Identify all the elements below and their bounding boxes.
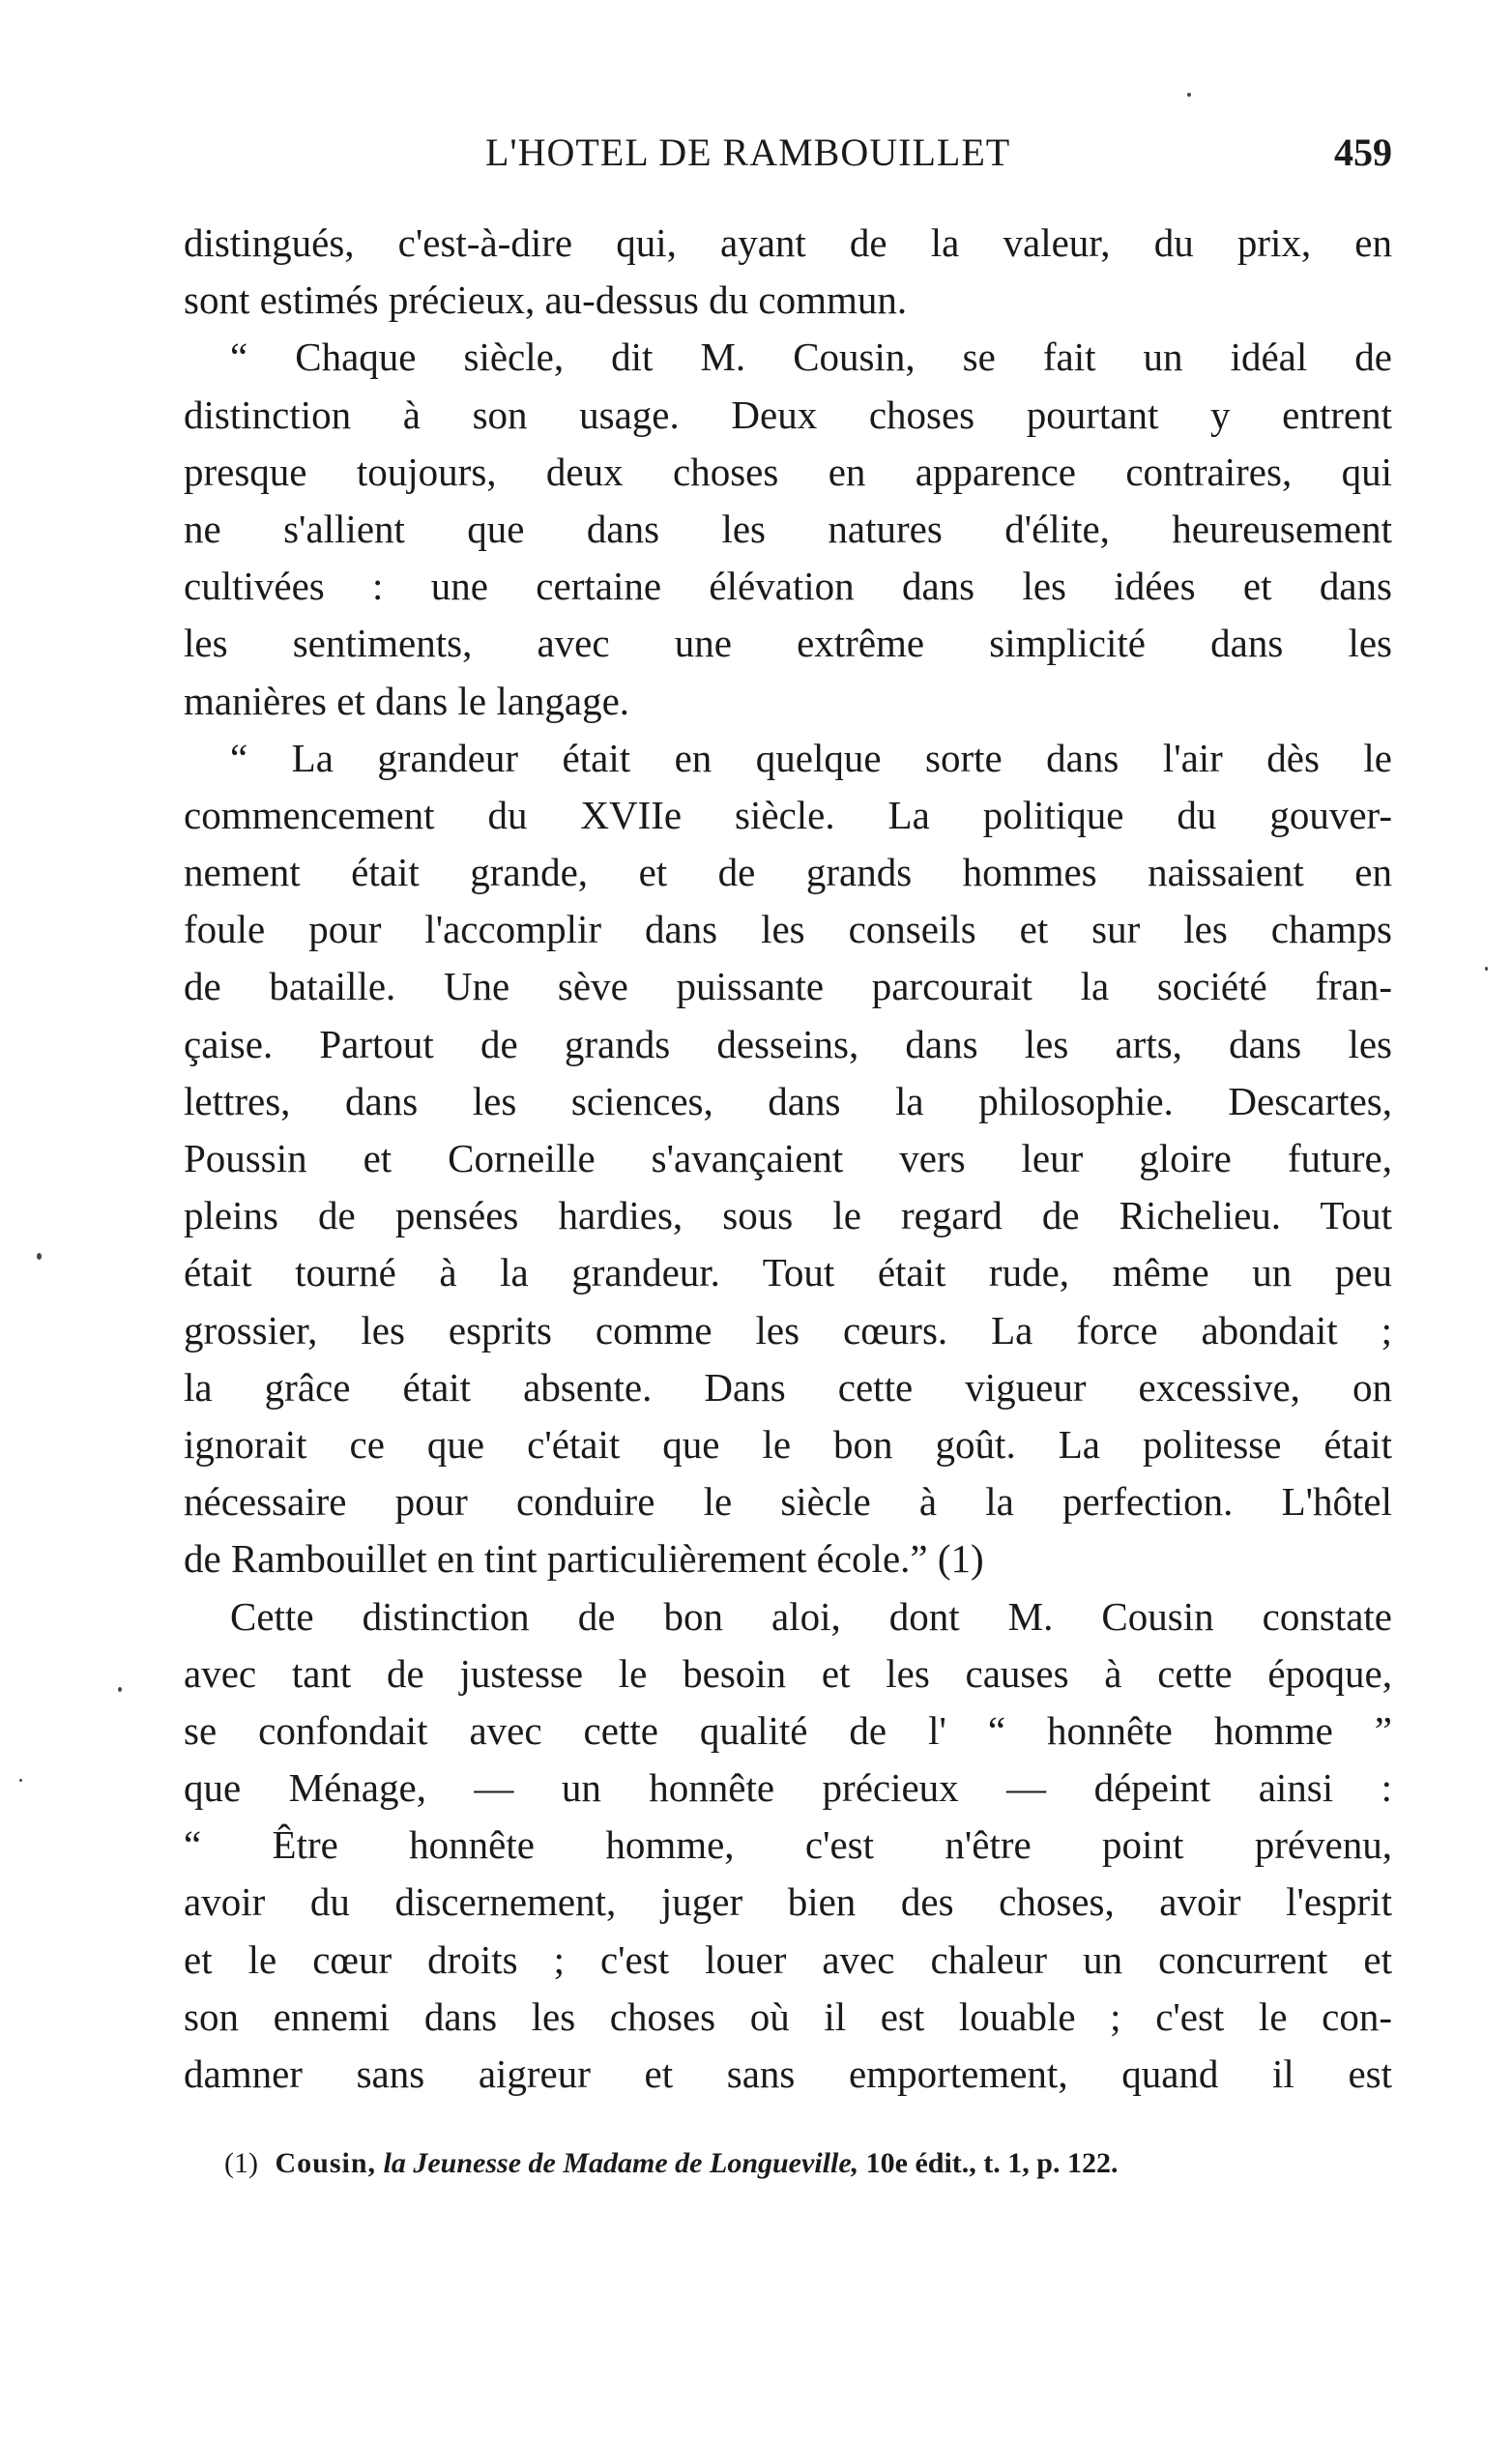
text-line: avec tant de justesse le besoin et les causes à cette époque, [184, 1650, 1392, 1696]
text-line: Poussin et Corneille s'avançaient vers leur gloire future, [184, 1136, 1392, 1180]
text-line: et le cœur droits ; c'est louer avec chaleur un concurrent et [184, 1936, 1392, 1982]
footnote-details: 10e édit., t. 1, p. 122. [865, 2147, 1119, 2179]
scan-speck [1187, 93, 1191, 97]
text-line: cultivées : une certaine élévation dans les idées et dans [184, 564, 1392, 609]
text-line: les sentiments, avec une extrême simplicité dans les [184, 621, 1392, 666]
text-line: “ La grandeur était en quelque sorte dans l'air dès le [230, 735, 1392, 780]
text-line: distinction à son usage. Deux choses pourtant y entrent [184, 392, 1392, 437]
footnote-mark: (1) [224, 2147, 258, 2179]
footnote-author: Cousin, [275, 2147, 377, 2179]
text-line: Cette distinction de bon aloi, dont M. Cousin constate [230, 1593, 1392, 1639]
text-line: commencement du XVIIe siècle. La politique du gouver- [184, 792, 1392, 837]
text-line: çaise. Partout de grands desseins, dans les arts, dans les [184, 1021, 1392, 1066]
running-title: L'HOTEL DE RAMBOUILLET [485, 131, 1011, 174]
footnote-title: la Jeunesse de Madame de Longueville, [383, 2147, 859, 2179]
footnote [224, 2144, 1336, 2183]
text-line: distingués, c'est-à-dire qui, ayant de la valeur, du prix, en [184, 220, 1392, 265]
text-line: ignorait ce que c'était que le bon goût. La politesse était [184, 1421, 1392, 1467]
text-line: manières et dans le langage. [184, 678, 630, 723]
page-number: 459 [1334, 131, 1392, 174]
text-line: la grâce était absente. Dans cette vigueur excessive, on [184, 1364, 1392, 1410]
text-line: damner sans aigreur et sans emportement, quand il est [184, 2051, 1392, 2096]
body-text [184, 215, 1392, 2103]
text-line: était tourné à la grandeur. Tout était rude, même un peu [184, 1250, 1392, 1295]
text-line: nécessaire pour conduire le siècle à la perfection. L'hôtel [184, 1479, 1392, 1525]
text-line: de Rambouillet en tint particulièrement école.” (1) [184, 1536, 984, 1582]
text-line: que Ménage, — un honnête précieux — dépeint ainsi : [184, 1765, 1392, 1811]
text-line: nement était grande, et de grands hommes naissaient en [184, 850, 1392, 895]
text-line: “ Chaque siècle, dit M. Cousin, se fait un idéal de [230, 335, 1392, 380]
text-line: son ennemi dans les choses où il est louable ; c'est le con- [184, 1993, 1392, 2039]
scan-speck [1485, 967, 1488, 971]
scan-speck [37, 1253, 42, 1260]
text-line: presque toujours, deux choses en apparence contraires, qui [184, 449, 1392, 494]
text-line: pleins de pensées hardies, sous le regard de Richelieu. Tout [184, 1193, 1392, 1238]
text-line: “ Être honnête homme, c'est n'être point prévenu, [184, 1822, 1392, 1868]
running-head [184, 124, 1392, 182]
text-line: grossier, les esprits comme les cœurs. La force abondait ; [184, 1307, 1392, 1353]
text-line: avoir du discernement, juger bien des choses, avoir l'esprit [184, 1879, 1392, 1925]
text-line: lettres, dans les sciences, dans la philosophie. Descartes, [184, 1078, 1392, 1123]
text-line: se confondait avec cette qualité de l' “ honnête homme ” [184, 1707, 1392, 1753]
text-line: de bataille. Une sève puissante parcourait la société fran- [184, 964, 1392, 1009]
text-line: ne s'allient que dans les natures d'élite, heureusement [184, 506, 1392, 551]
scan-speck [118, 1687, 122, 1692]
text-line: sont estimés précieux, au-dessus du commun. [184, 277, 908, 323]
text-line: foule pour l'accomplir dans les conseils et sur les champs [184, 907, 1392, 952]
scan-speck [19, 1779, 22, 1782]
